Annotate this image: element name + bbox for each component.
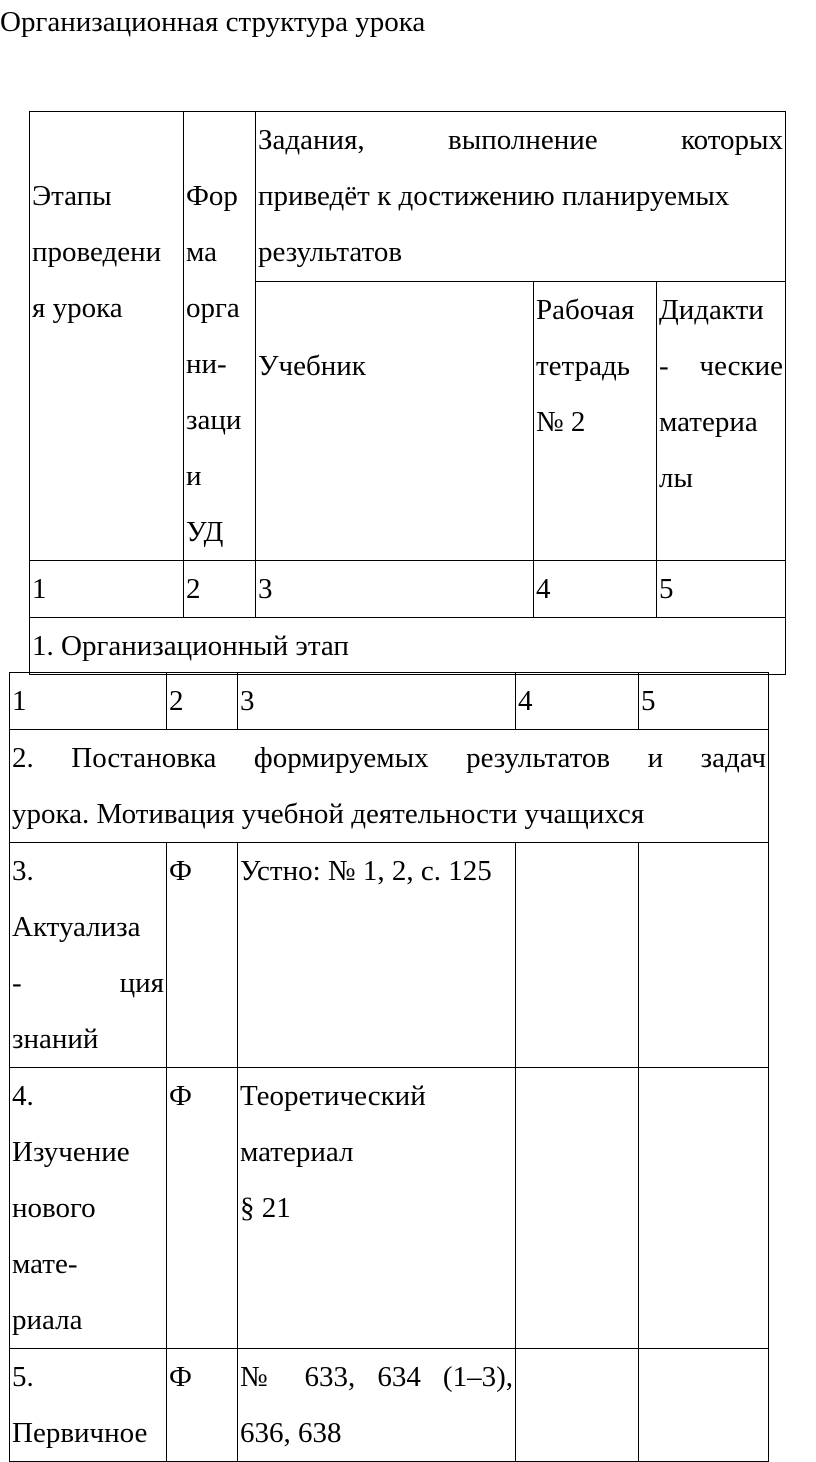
header-form-line: ма xyxy=(186,236,218,268)
stage-3-form: Ф xyxy=(167,843,238,1068)
header-tasks-line2: приведёт к достижению планируемых xyxy=(258,180,730,212)
header-form-line: и xyxy=(186,460,202,492)
stage-5-textbook-line: 636, 638 xyxy=(240,1417,342,1449)
stage-4-line: 4. xyxy=(12,1080,34,1112)
stage-1-cell: 1. Организационный этап xyxy=(30,618,786,675)
header-form-line: ни- xyxy=(186,348,227,380)
stage-5-didactic xyxy=(639,1349,769,1462)
column-number-cell: 1 xyxy=(30,561,184,618)
stage-2-line2: урока. Мотивация учебной деятельности учащихся xyxy=(12,798,645,830)
stage-3-textbook-line: Устно: № 1, 2, с. 125 xyxy=(240,855,492,887)
header-workbook-line: Рабочая xyxy=(536,293,635,326)
header-workbook-line: тетрадь xyxy=(536,349,630,382)
header-didactic-line: материа xyxy=(659,405,758,438)
stage-5-workbook xyxy=(516,1349,639,1462)
header-textbook-cell xyxy=(256,281,534,560)
stage-3-line: знаний xyxy=(12,1023,99,1055)
stage-4-line: нового xyxy=(12,1192,96,1224)
stage-3-didactic xyxy=(639,843,769,1068)
stage-5-line: Первичное xyxy=(12,1417,148,1449)
header-form-line: заци xyxy=(186,404,242,436)
header-tasks-cell xyxy=(256,112,786,282)
stage-3-line: 3. xyxy=(12,855,34,887)
stage-4-didactic xyxy=(639,1068,769,1349)
stage-3-textbook xyxy=(238,843,516,1068)
stage-5-line: 5. xyxy=(12,1361,34,1393)
stage-4-workbook xyxy=(516,1068,639,1349)
lesson-structure-body-table xyxy=(9,672,769,1462)
stage-3-workbook xyxy=(516,843,639,1068)
header-textbook-label: Учебник xyxy=(258,349,366,382)
header-didactic-word: ческие xyxy=(699,349,784,382)
stage-5-cell xyxy=(10,1349,167,1462)
stage-4-line: мате- xyxy=(12,1248,78,1280)
header-didactic-line xyxy=(659,338,783,394)
header-form-line: Фор xyxy=(186,180,238,212)
header-tasks-word: выполнение xyxy=(448,124,598,156)
stage-5-textbook-line: № 633, 634 (1–3), xyxy=(240,1361,513,1393)
header-tasks-word: которых xyxy=(681,124,784,156)
header-didactic-word: - xyxy=(659,349,669,382)
header-workbook-cell xyxy=(534,281,657,560)
header-tasks-line1 xyxy=(258,112,783,168)
stage-5-textbook xyxy=(238,1349,516,1462)
column-number-cell: 3 xyxy=(256,561,534,618)
page-title: Организационная структура урока xyxy=(0,6,426,38)
lesson-structure-header-table xyxy=(29,111,786,675)
stage-4-textbook-line: Теоретический xyxy=(240,1080,426,1112)
column-number-cell: 5 xyxy=(639,673,769,730)
column-number-cell: 4 xyxy=(534,561,657,618)
header-didactic-line: лы xyxy=(659,461,693,494)
stage-3-word: - xyxy=(12,967,22,999)
stage-5-form: Ф xyxy=(167,1349,238,1462)
header-workbook-line: № 2 xyxy=(536,405,586,438)
header-tasks-word: Задания, xyxy=(258,124,365,156)
header-form-cell xyxy=(184,112,256,561)
stage-4-form: Ф xyxy=(167,1068,238,1349)
column-number-cell: 4 xyxy=(516,673,639,730)
header-stage-line: проведени xyxy=(32,236,162,268)
stage-3-line: Актуализа xyxy=(12,911,141,943)
column-number-cell: 2 xyxy=(184,561,256,618)
stage-3-line xyxy=(12,955,164,1011)
stage-4-textbook-line: § 21 xyxy=(240,1192,291,1224)
header-didactic-cell xyxy=(657,281,786,560)
stage-4-line: риала xyxy=(12,1304,83,1336)
header-stage-line: Этапы xyxy=(32,180,112,212)
header-stage-cell xyxy=(30,112,184,561)
stage-4-textbook xyxy=(238,1068,516,1349)
header-didactic-line: Дидакти xyxy=(659,293,764,326)
header-form-line: УД xyxy=(186,516,224,548)
header-stage-line: я урока xyxy=(32,292,123,324)
header-tasks-line3: результатов xyxy=(258,236,403,268)
column-number-cell: 2 xyxy=(167,673,238,730)
column-number-cell: 1 xyxy=(10,673,167,730)
stage-2-line1: 2. Постановка формируемых результатов и задач xyxy=(12,742,766,774)
stage-4-cell xyxy=(10,1068,167,1349)
column-number-cell: 5 xyxy=(657,561,786,618)
stage-3-cell xyxy=(10,843,167,1068)
stage-2-cell xyxy=(10,730,769,843)
stage-3-word: ция xyxy=(119,967,164,999)
stage-4-textbook-line: материал xyxy=(240,1136,354,1168)
stage-4-line: Изучение xyxy=(12,1136,130,1168)
column-number-cell: 3 xyxy=(238,673,516,730)
header-form-line: орга xyxy=(186,292,240,324)
